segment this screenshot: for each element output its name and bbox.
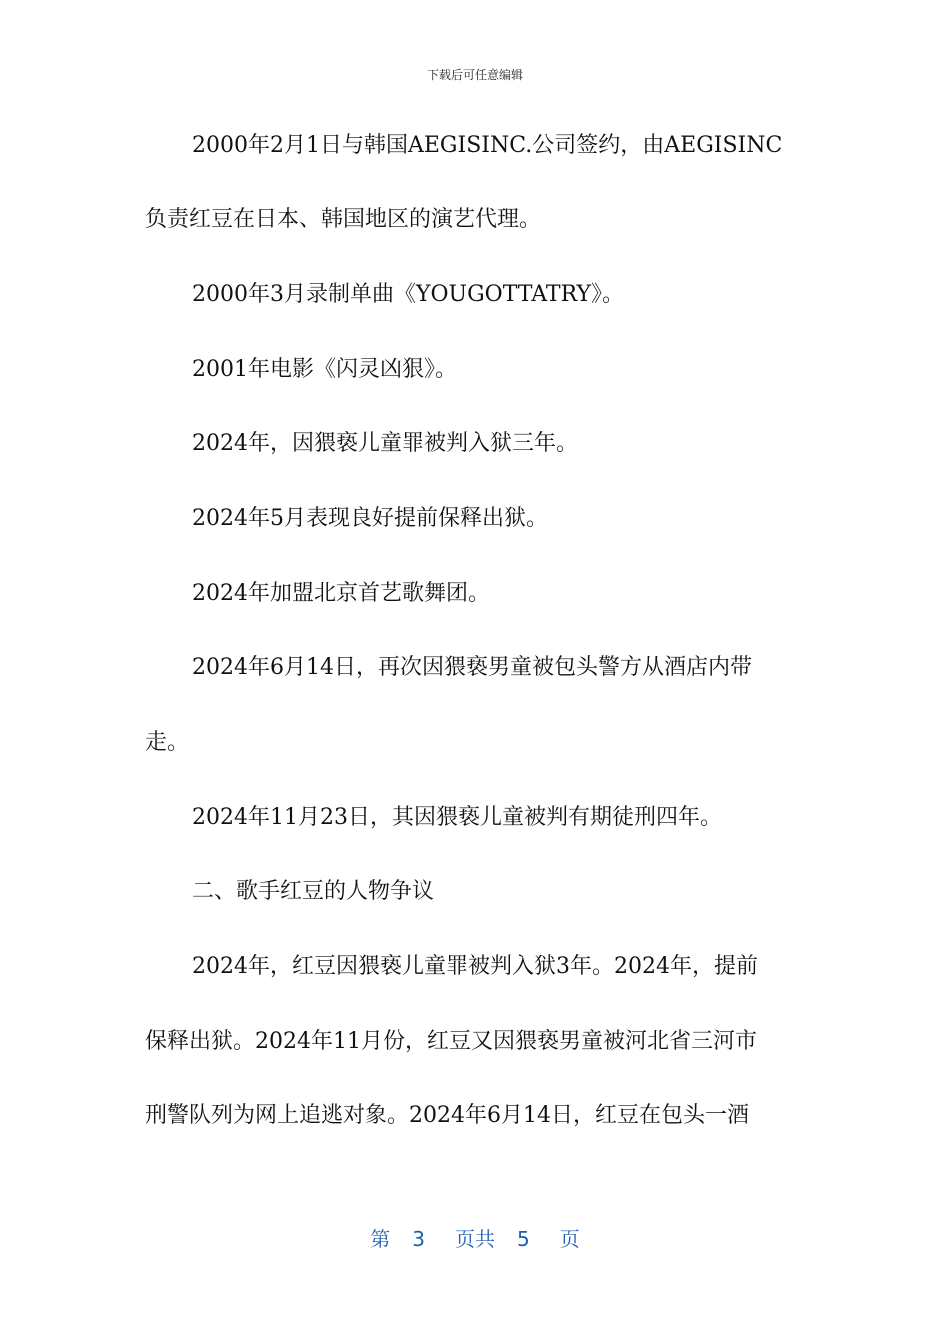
- footer-end-word: 页: [559, 1227, 580, 1251]
- paragraph-line-8: 2024年6月14日，再次因猥亵男童被包头警方从酒店内带: [192, 655, 752, 680]
- footer-page-number: 3: [412, 1227, 425, 1251]
- paragraph-line-14: 刑警队列为网上追逃对象。2024年6月14日，红豆在包头一酒: [145, 1103, 749, 1128]
- paragraph-line-9: 走。: [145, 730, 190, 755]
- paragraph-line-7: 2024年加盟北京首艺歌舞团。: [192, 581, 490, 606]
- page-footer: [0, 1226, 950, 1252]
- paragraph-line-2: 负责红豆在日本、韩国地区的演艺代理。: [145, 207, 542, 232]
- paragraph-line-1: 2000年2月1日与韩国AEGISINC.公司签约，由AEGISINC: [192, 133, 783, 158]
- footer-total-pages: 5: [517, 1227, 530, 1251]
- footer-page-word: 第: [370, 1227, 391, 1251]
- paragraph-line-5: 2024年，因猥亵儿童罪被判入狱三年。: [192, 431, 578, 456]
- paragraph-line-4: 2001年电影《闪灵凶狠》。: [192, 357, 457, 382]
- footer-of-word: 页共: [455, 1227, 495, 1251]
- paragraph-line-13: 保释出狱。2024年11月份，红豆又因猥亵男童被河北省三河市: [145, 1029, 757, 1054]
- paragraph-line-3: 2000年3月录制单曲《YOUGOTTATRY》。: [192, 282, 625, 307]
- paragraph-line-10: 2024年11月23日，其因猥亵儿童被判有期徒刑四年。: [192, 805, 722, 830]
- section-heading: 二、歌手红豆的人物争议: [192, 879, 435, 904]
- paragraph-line-6: 2024年5月表现良好提前保释出狱。: [192, 506, 548, 531]
- page-header-note: 下载后可任意编辑: [426, 68, 523, 82]
- paragraph-line-12: 2024年，红豆因猥亵儿童罪被判入狱3年。2024年，提前: [192, 954, 758, 979]
